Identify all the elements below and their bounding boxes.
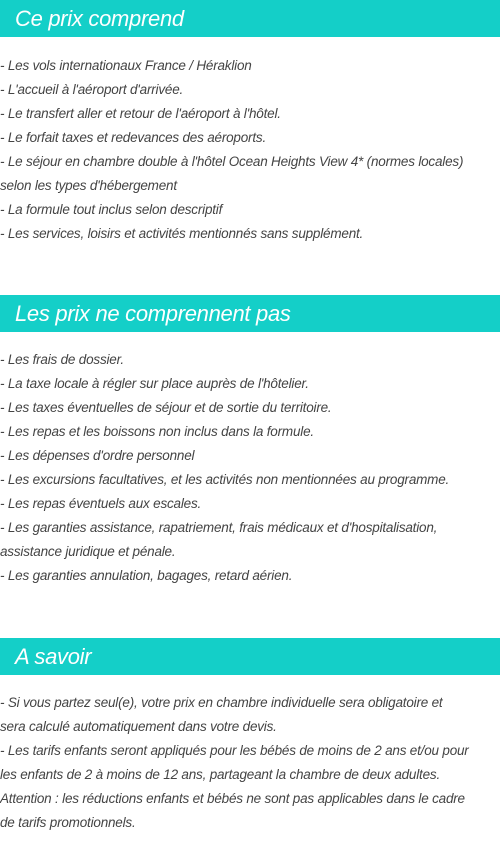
- list-item-continuation: selon les types d'hébergement: [0, 178, 177, 193]
- section-title: Ce prix comprend: [15, 5, 184, 31]
- section-title: A savoir: [15, 643, 92, 669]
- list-item: - Les repas éventuels aux escales.: [0, 496, 202, 511]
- section-title: Les prix ne comprennent pas: [15, 300, 291, 326]
- list-item: - Le séjour en chambre double à l'hôtel Ocean Heights View 4* (normes locales): [0, 154, 464, 169]
- list-item-continuation: sera calculé automatiquement dans votre devis.: [0, 719, 277, 734]
- list-item: - Les taxes éventuelles de séjour et de sortie du territoire.: [0, 400, 332, 415]
- section-body: [0, 348, 500, 588]
- list-item: - Les excursions facultatives, et les activités non mentionnées au programme.: [0, 472, 450, 487]
- list-item: - Le transfert aller et retour de l'aéroport à l'hôtel.: [0, 106, 281, 121]
- section-header: [0, 638, 500, 675]
- list-item: - Les services, loisirs et activités mentionnés sans supplément.: [0, 226, 364, 241]
- section-body: [0, 54, 500, 246]
- list-item-continuation: assistance juridique et pénale.: [0, 544, 176, 559]
- list-item: - Les tarifs enfants seront appliqués pour les bébés de moins de 2 ans et/ou pour: [0, 743, 469, 758]
- list-item: Attention : les réductions enfants et bébés ne sont pas applicables dans le cadre: [0, 791, 465, 806]
- list-item-continuation: de tarifs promotionnels.: [0, 815, 136, 830]
- section-header: [0, 0, 500, 37]
- section-body: [0, 691, 500, 835]
- section-header: [0, 295, 500, 332]
- list-item: - La taxe locale à régler sur place auprès de l'hôtelier.: [0, 376, 309, 391]
- list-item: - Les garanties assistance, rapatriement, frais médicaux et d'hospitalisation,: [0, 520, 438, 535]
- list-item: - Si vous partez seul(e), votre prix en chambre individuelle sera obligatoire et: [0, 695, 443, 710]
- list-item: - Les frais de dossier.: [0, 352, 124, 367]
- list-item: - Les garanties annulation, bagages, retard aérien.: [0, 568, 293, 583]
- section-price-excludes: [0, 295, 500, 588]
- list-item: - La formule tout inclus selon descriptif: [0, 202, 223, 217]
- list-item: - L'accueil à l'aéroport d'arrivée.: [0, 82, 184, 97]
- section-price-includes: [0, 0, 500, 246]
- list-item-continuation: les enfants de 2 à moins de 12 ans, partageant la chambre de deux adultes.: [0, 767, 441, 782]
- list-item: - Le forfait taxes et redevances des aéroports.: [0, 130, 266, 145]
- list-item: - Les vols internationaux France / Héraklion: [0, 58, 252, 73]
- list-item: - Les dépenses d'ordre personnel: [0, 448, 195, 463]
- list-item: - Les repas et les boissons non inclus dans la formule.: [0, 424, 314, 439]
- section-good-to-know: [0, 638, 500, 835]
